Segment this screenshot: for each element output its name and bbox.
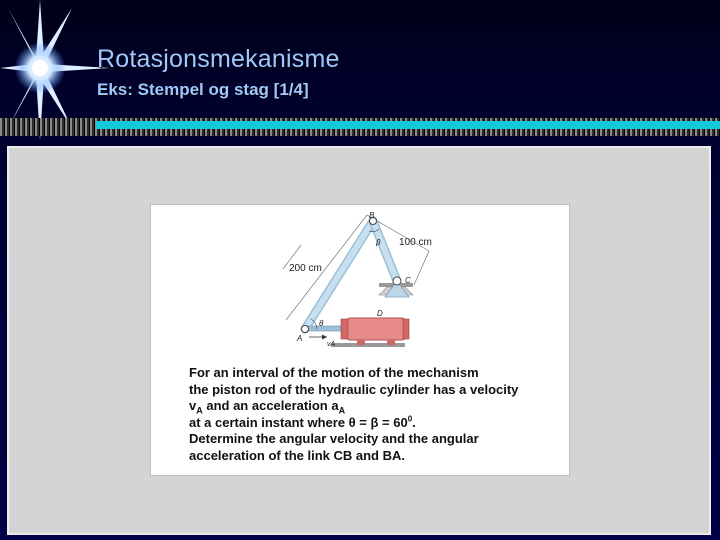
label-angle-theta: θ [319, 319, 324, 328]
problem-line-4 [189, 415, 559, 432]
label-point-b: B [369, 211, 375, 220]
velocity-subscript: A [196, 405, 203, 416]
problem-line-1: For an interval of the motion of the mechanism [189, 365, 479, 380]
label-point-d: D [377, 309, 383, 318]
label-angle-beta: β [376, 238, 381, 247]
slide-subtitle: Eks: Stempel og stag [1/4] [97, 80, 309, 99]
acceleration-subscript: A [338, 405, 346, 416]
label-velocity-a: vA [327, 341, 336, 348]
problem-line-3 [189, 398, 559, 415]
label-dim-ba: 200 cm [289, 263, 322, 274]
degree-superscript: 0 [407, 414, 413, 424]
problem-line-6: acceleration of the link CB and BA. [189, 447, 405, 463]
velocity-symbol: v [189, 398, 197, 413]
mechanism-figure [150, 204, 570, 476]
slide-title: Rotasjonsmekanisme [97, 45, 340, 73]
line-4-end: . [412, 414, 416, 430]
label-point-a: A [297, 334, 303, 343]
label-point-c: C [405, 276, 411, 285]
acceleration-text: and an acceleration a [202, 398, 339, 413]
problem-line-5: Determine the angular velocity and the angular [189, 431, 479, 446]
header-accent-bar [96, 121, 720, 129]
label-dim-cb: 100 cm [399, 237, 432, 248]
angle-condition: at a certain instant where θ = β = 60 [189, 414, 408, 430]
problem-line-2: the piston rod of the hydraulic cylinder has a velocity [189, 381, 519, 397]
problem-statement [189, 365, 559, 464]
